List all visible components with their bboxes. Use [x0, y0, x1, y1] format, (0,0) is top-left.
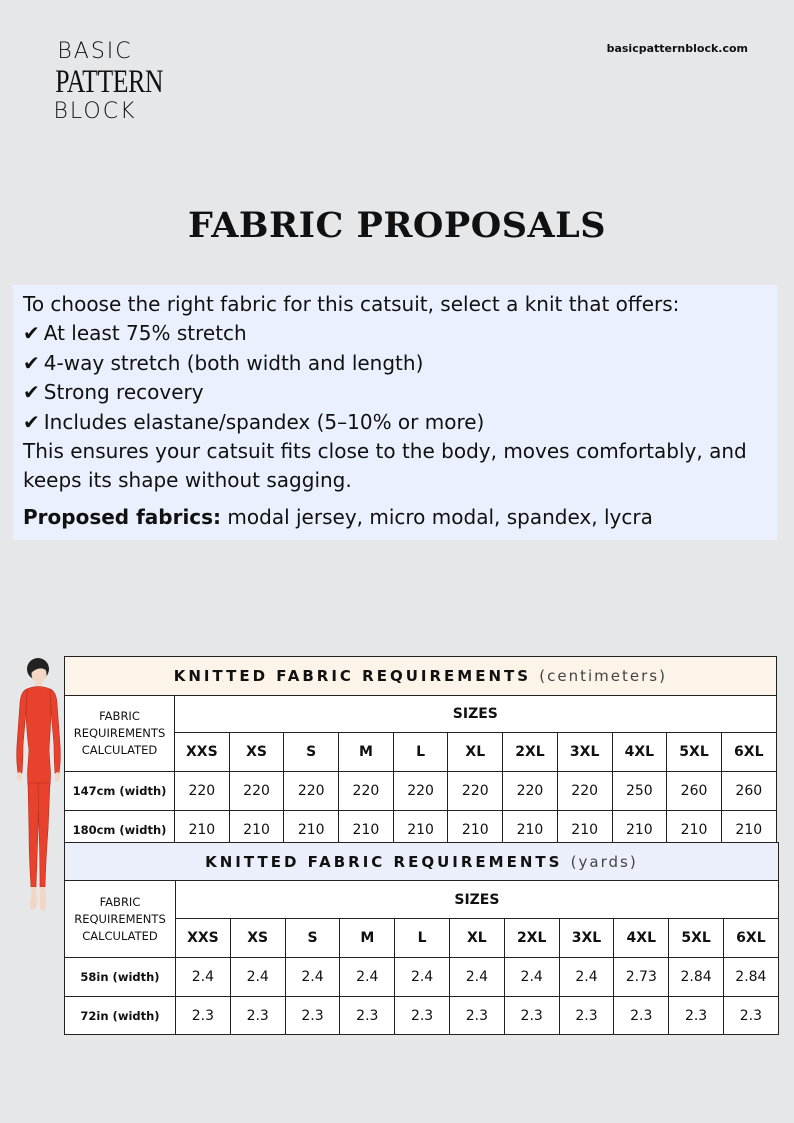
- check-item: [23, 349, 767, 378]
- check-item-text: At least 75% stretch: [43, 321, 247, 346]
- table-cell: 2.84: [669, 958, 724, 997]
- brand-logo: [44, 39, 164, 124]
- calc-label-line: CALCULATED: [82, 928, 158, 943]
- table-cell: 220: [503, 772, 558, 811]
- calc-label: [65, 696, 175, 772]
- info-summary: This ensures your catsuit fits close to the body, moves comfortably, and keeps its shape without sagging.: [23, 439, 747, 493]
- check-icon: ✔: [23, 350, 40, 375]
- calc-label-line: FABRIC: [99, 894, 141, 909]
- table-cell: 2.3: [176, 997, 231, 1035]
- check-item: [23, 408, 767, 437]
- check-icon: ✔: [23, 409, 40, 434]
- table-cell: 2.4: [285, 958, 340, 997]
- table-cell: 2.3: [285, 997, 340, 1035]
- table-cell: 210: [339, 811, 394, 849]
- check-item-text: Includes elastane/spandex (5–10% or more): [43, 409, 485, 434]
- table-unit: (yards): [570, 852, 638, 871]
- table-cell: 220: [393, 772, 448, 811]
- table-cell: 2.4: [395, 958, 450, 997]
- logo-line-pattern: PATTERN: [55, 64, 164, 100]
- calc-label-line: FABRIC: [99, 709, 140, 723]
- calc-label-line: REQUIREMENTS: [74, 911, 166, 926]
- size-header: 3XL: [557, 733, 612, 772]
- table-cell: 250: [612, 772, 667, 811]
- sizes-label: SIZES: [176, 881, 779, 919]
- row-label: 147cm (width): [65, 772, 175, 811]
- row-label: 58in (width): [65, 958, 176, 997]
- table-cell: 220: [448, 772, 503, 811]
- size-header: XL: [449, 919, 504, 958]
- table-cell: 210: [503, 811, 558, 849]
- size-header: 6XL: [721, 733, 776, 772]
- table-cell: 2.3: [340, 997, 395, 1035]
- size-header: XS: [229, 733, 284, 772]
- page-title: FABRIC PROPOSALS: [187, 205, 607, 246]
- table-cell: 260: [667, 772, 722, 811]
- proposed-fabrics-label: Proposed fabrics:: [23, 504, 222, 529]
- table-cell: 2.3: [230, 997, 285, 1035]
- table-cell: 210: [721, 811, 776, 849]
- table-cell: 210: [229, 811, 284, 849]
- table-cell: 2.4: [176, 958, 231, 997]
- table-cell: 220: [229, 772, 284, 811]
- table-title-text: KNITTED FABRIC REQUIREMENTS: [205, 852, 563, 871]
- size-header: 4XL: [614, 919, 669, 958]
- row-label: 180cm (width): [65, 811, 175, 849]
- check-icon: ✔: [23, 321, 40, 346]
- table-cell: 220: [557, 772, 612, 811]
- check-icon: ✔: [23, 380, 40, 405]
- table-row: [65, 958, 779, 997]
- proposed-fabrics-value: modal jersey, micro modal, spandex, lycra: [221, 504, 653, 529]
- table-cell: 210: [175, 811, 230, 849]
- table-cell: 2.4: [449, 958, 504, 997]
- table-row: [65, 997, 779, 1035]
- table-cell: 220: [284, 772, 339, 811]
- size-header: M: [340, 919, 395, 958]
- catsuit-figure-icon: [14, 655, 62, 915]
- size-header: XXS: [176, 919, 231, 958]
- table-cell: 210: [448, 811, 503, 849]
- table-cell: 2.3: [395, 997, 450, 1035]
- table-cell: 260: [721, 772, 776, 811]
- table-cell: 2.73: [614, 958, 669, 997]
- calc-label-line: CALCULATED: [81, 743, 158, 757]
- size-header: XS: [230, 919, 285, 958]
- table-cell: 2.4: [559, 958, 614, 997]
- size-header: XXS: [175, 733, 230, 772]
- table-unit: (centimeters): [539, 667, 667, 685]
- table-cell: 220: [175, 772, 230, 811]
- table-title: [65, 657, 777, 696]
- check-item-text: 4-way stretch (both width and length): [43, 350, 424, 375]
- check-item: [23, 319, 767, 348]
- info-intro: To choose the right fabric for this catsuit, select a knit that offers:: [23, 292, 680, 316]
- table-title-text: KNITTED FABRIC REQUIREMENTS: [173, 667, 532, 685]
- size-header: XL: [448, 733, 503, 772]
- table-row: [65, 772, 777, 811]
- size-header: 2XL: [503, 733, 558, 772]
- proposed-fabrics: [23, 503, 767, 532]
- size-header: 4XL: [612, 733, 667, 772]
- table-cell: 210: [557, 811, 612, 849]
- size-header: 3XL: [559, 919, 614, 958]
- site-url: basicpatternblock.com: [606, 42, 748, 55]
- table-cell: 210: [393, 811, 448, 849]
- table-cell: 2.3: [449, 997, 504, 1035]
- fabric-table-yards: [64, 842, 779, 1035]
- check-item-text: Strong recovery: [43, 380, 204, 405]
- table-title: [65, 843, 779, 881]
- size-header: L: [393, 733, 448, 772]
- table-cell: 2.3: [614, 997, 669, 1035]
- table-cell: 2.3: [723, 997, 778, 1035]
- sizes-label: SIZES: [175, 696, 777, 733]
- table-cell: 210: [612, 811, 667, 849]
- size-header: S: [285, 919, 340, 958]
- table-cell: 2.3: [669, 997, 724, 1035]
- table-cell: 220: [339, 772, 394, 811]
- row-label: 72in (width): [65, 997, 176, 1035]
- size-header: S: [284, 733, 339, 772]
- fabric-info-box: [13, 285, 777, 540]
- table-cell: 2.4: [230, 958, 285, 997]
- table-cell: 2.4: [340, 958, 395, 997]
- logo-line-block: BLOCK: [53, 99, 137, 124]
- table-cell: 2.84: [723, 958, 778, 997]
- table-cell: 210: [667, 811, 722, 849]
- check-item: [23, 378, 767, 407]
- size-header: M: [339, 733, 394, 772]
- size-header: 5XL: [667, 733, 722, 772]
- table-cell: 210: [284, 811, 339, 849]
- size-header: 2XL: [504, 919, 559, 958]
- calc-label-line: REQUIREMENTS: [73, 726, 166, 740]
- table-cell: 2.3: [559, 997, 614, 1035]
- size-header: 6XL: [723, 919, 778, 958]
- size-header: L: [395, 919, 450, 958]
- calc-label: [65, 881, 176, 958]
- size-header: 5XL: [669, 919, 724, 958]
- table-cell: 2.3: [504, 997, 559, 1035]
- fabric-table-centimeters: [64, 656, 777, 849]
- logo-line-basic: BASIC: [57, 39, 133, 64]
- table-cell: 2.4: [504, 958, 559, 997]
